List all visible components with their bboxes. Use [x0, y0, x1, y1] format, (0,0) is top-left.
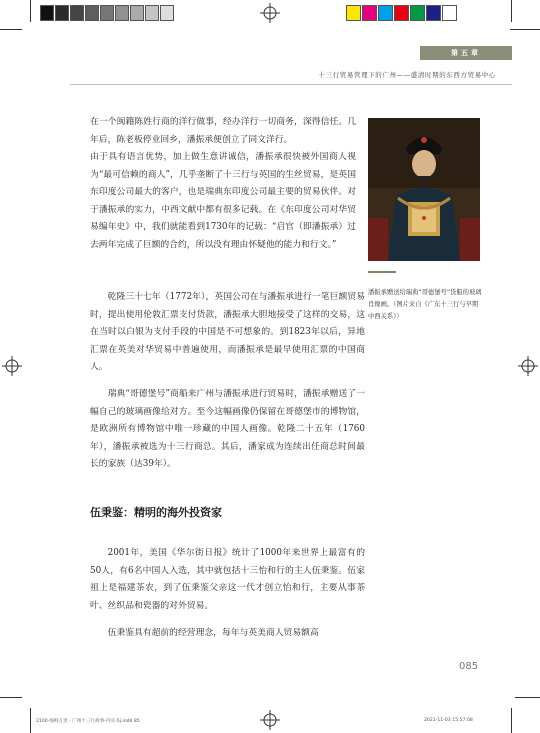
registration-mark-right [518, 356, 538, 376]
gray-swatch [70, 5, 84, 21]
gray-swatch [160, 5, 174, 21]
portrait-image [368, 118, 480, 261]
crop-mark [511, 708, 512, 733]
crop-mark [0, 29, 22, 30]
gray-swatch [85, 5, 99, 21]
crop-mark [510, 29, 540, 30]
crop-mark [515, 697, 540, 698]
process-swatch [442, 5, 457, 21]
process-swatch [362, 5, 377, 21]
gray-swatch [40, 5, 54, 21]
crop-mark [30, 0, 31, 22]
process-swatch [378, 5, 393, 21]
page-number: 085 [459, 661, 479, 672]
section-heading: 伍秉鉴：精明的海外投资家 [90, 506, 222, 519]
paragraph-1772: 乾隆三十七年（1772年），英国公司在与潘振承进行一笔巨额贸易时，提出使用伦敦汇票支付货款，潘振承大胆地接受了这样的交易，这在当时以白银为支付手段的中国是不可想象的。到1823年以后，异地汇票在英美对华贸易中普遍使用，而潘振承是最早使用汇票的中国商人。 [90, 292, 365, 372]
footer-file-info: 2100-海鲜万里 · 广州十三行故事-内页-5j.indd 85 [36, 719, 140, 724]
figure-caption: 潘振承赠送给瑞典“哥德堡号”货船的玻璃肖像画。（图片来自《广东十三行与早期中西关系》） [368, 289, 482, 320]
registration-mark-bottom [260, 710, 280, 730]
header-rule [70, 84, 512, 85]
gray-swatch [130, 5, 144, 21]
chapter-label: 第五章 [451, 49, 481, 57]
crop-mark [511, 0, 512, 22]
gray-swatch [55, 5, 69, 21]
gray-swatch [115, 5, 129, 21]
paragraph-gothenburg: 瑞典“哥德堡号”商船来广州与潘振承进行贸易时，潘振承赠送了一幅自己的玻璃画像给对方。至今这幅画像仍保留在哥德堡市的博物馆，是欧洲所有博物馆中唯一珍藏的中国人画像。乾隆二十五年（1760年），潘振承被选为十三行商总。其后，潘家成为连续出任商总时间最长的家族（达39年）。 [90, 389, 365, 469]
running-head: 十三行贸易管理下的广州——盛清时期的东西方贸易中心 [318, 71, 496, 79]
process-swatch [426, 5, 441, 21]
process-swatch [410, 5, 425, 21]
process-swatch [394, 5, 409, 21]
registration-mark-top [260, 3, 280, 23]
paragraph-2001: 2001年，美国《华尔街日报》统计了1000年来世界上最富有的50人，有6名中国人入选，其中就包括十三怡和行的主人伍秉鉴。伍家祖上是福建茶农，到了伍秉鉴父亲这一代才创立怡和行，主要从事茶叶、丝织品和瓷器的对外贸易。 [90, 548, 365, 611]
process-swatch [346, 5, 361, 21]
registration-mark-left [2, 356, 22, 376]
caption-rule [368, 271, 396, 273]
paragraph-last: 伍秉鉴具有超前的经营理念，每年与英美商人贸易额高 [107, 628, 319, 638]
crop-mark [0, 697, 22, 698]
footer-timestamp: 2021-11-03 15:57:08 [424, 718, 473, 723]
paragraph-continued: 在一个闽籍陈姓行商的洋行做事，经办洋行一切商务，深得信任。几年后，陈老板停业回乡，潘振承便创立了同文洋行。 [90, 117, 356, 145]
paragraph-language-advantage: 由于具有语言优势，加上做生意讲诚信，潘振承很快被外国商人视为“最可信赖的商人”，几乎垄断了十三行与英国的生丝贸易，是英国东印度公司最大的客户，也是瑞典东印度公司最主要的贸易伙伴。对于潘振承的实力，中西文献中都有很多记载。在《东印度公司对华贸易编年史》中，我们就能看到1730年的记载：“启官（即潘振承）过去两年完成了巨额的合约，所以没有理由怀疑他的能力和行文。” [90, 152, 356, 250]
gray-swatch [100, 5, 114, 21]
gray-swatch [145, 5, 159, 21]
crop-mark [30, 708, 31, 733]
